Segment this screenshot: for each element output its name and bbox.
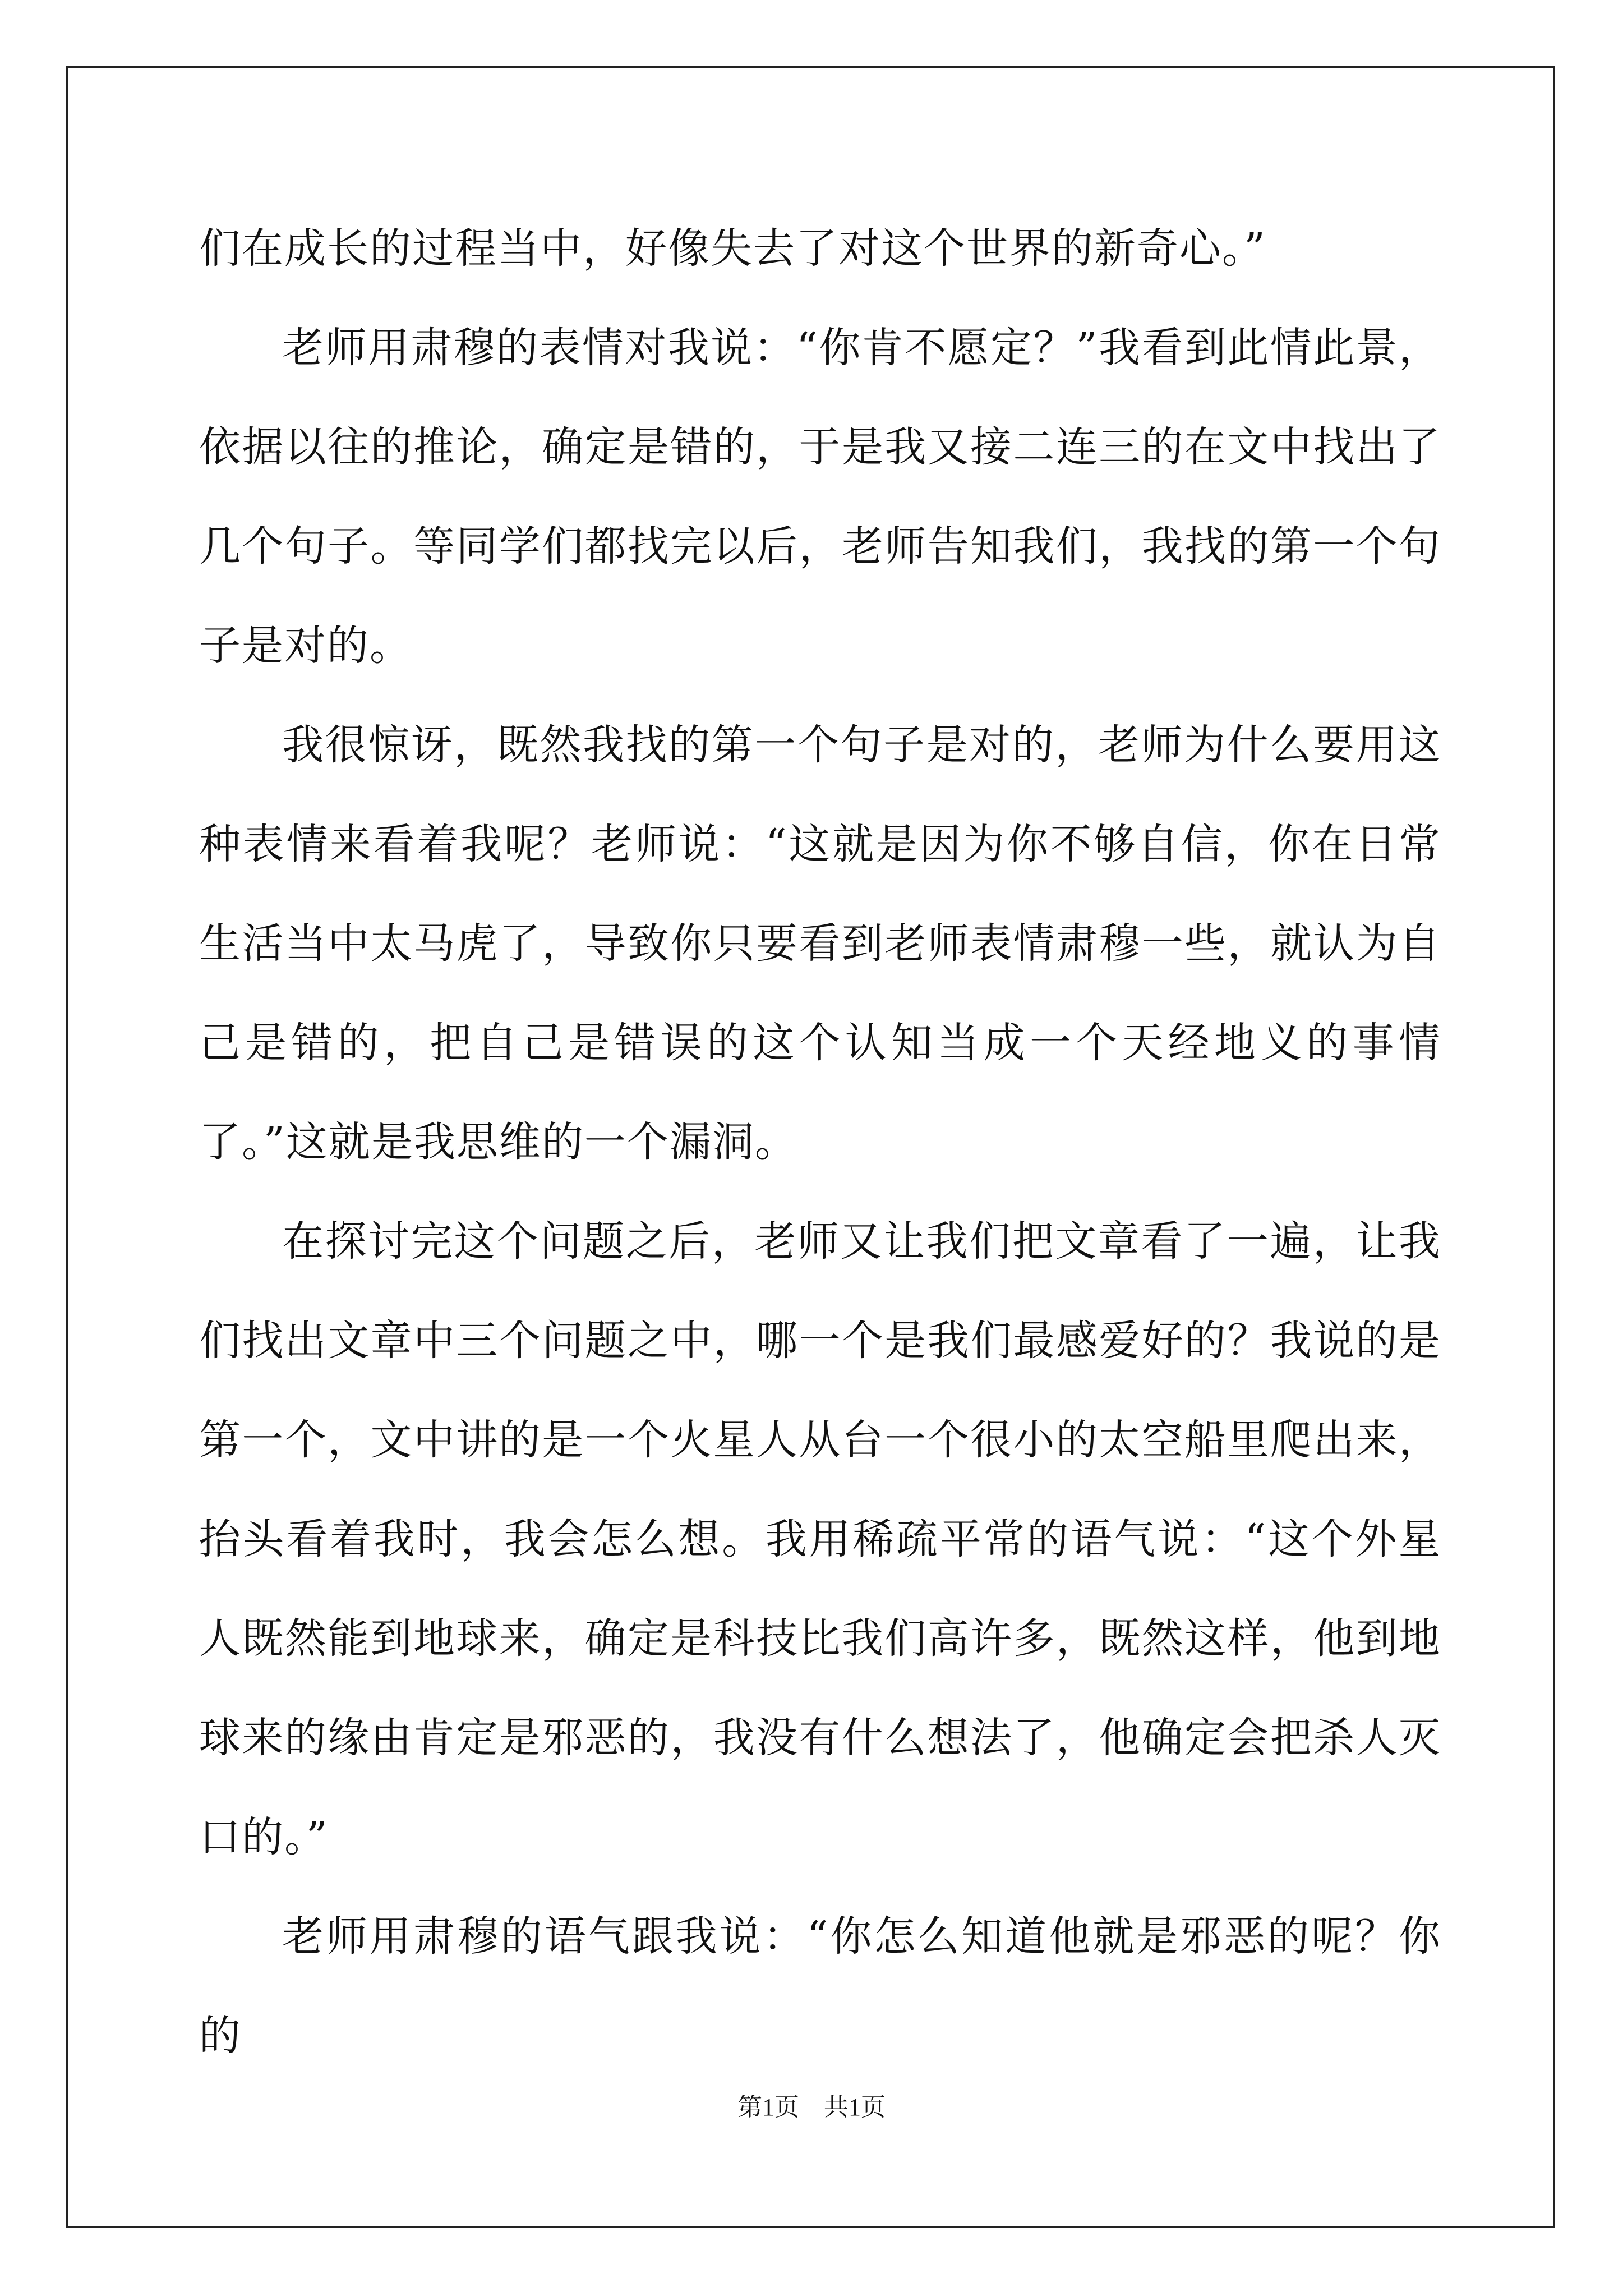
page-footer (0, 2087, 1623, 2123)
page-number: 第1页 (737, 2093, 799, 2121)
paragraph-3: 我很惊讶，既然我找的第一个句子是对的，老师为什么要用这种表情来看着我呢？老师说：“这就是因为你不够自信，你在日常生活当中太马虎了，导致你只要看到老师表情肃穆一些，就认为自己是错的，把自己是错误的这个认知当成一个天经地义的事情了。”这就是我思维的一个漏洞。 (199, 721, 1441, 1166)
paragraph-5: 老师用肃穆的语气跟我说：“你怎么知道他就是邪恶的呢？你的 (199, 1912, 1441, 2060)
page-total: 共1页 (824, 2093, 886, 2121)
paragraph-4: 在探讨完这个问题之后，老师又让我们把文章看了一遍，让我们找出文章中三个问题之中，哪一个是我们最感爱好的？我说的是第一个，文中讲的是一个火星人从台一个很小的太空船里爬出来，抬头看着我时，我会怎么想。我用稀疏平常的语气说：“这个外星人既然能到地球来，确定是科技比我们高许多，既然这样，他到地球来的缘由肯定是邪恶的，我没有什么想法了，他确定会把杀人灭口的。” (199, 1217, 1441, 1861)
paragraph-1: 们在成长的过程当中，好像失去了对这个世界的新奇心。” (199, 224, 1266, 273)
document-body (199, 199, 1441, 2086)
paragraph-2: 老师用肃穆的表情对我说：“你肯不愿定？”我看到此情此景，依据以往的推论，确定是错的，于是我又接二连三的在文中找出了几个句子。等同学们都找完以后，老师告知我们，我找的第一个句子是对的。 (199, 324, 1441, 670)
